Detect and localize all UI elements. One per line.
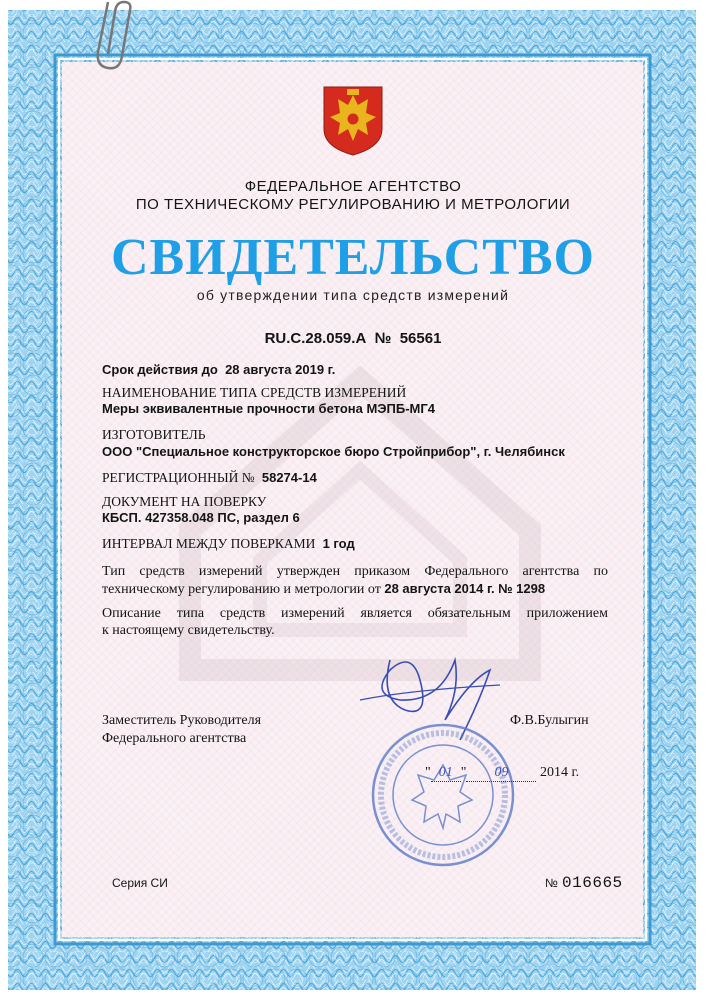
certificate-number-sign: № <box>374 330 392 347</box>
instrument-type-value: Меры эквивалентные прочности бетона МЭПБ-МГ4 <box>102 401 435 416</box>
description-text-line2: к настоящему свидетельству. <box>102 623 275 638</box>
certificate-number <box>0 330 706 347</box>
date-day: 01 <box>431 765 461 782</box>
paper-clip-icon <box>90 0 140 80</box>
approval-order-date: 28 августа 2014 г. <box>384 581 495 596</box>
approval-order-sign: № <box>498 581 513 596</box>
approval-text-line2 <box>102 581 608 598</box>
validity-value: 28 августа 2019 г. <box>225 362 336 377</box>
validity-label: Срок действия до <box>102 362 218 377</box>
approval-order-number: 1298 <box>516 581 546 596</box>
footer-series: Серия СИ <box>112 876 168 890</box>
date-year: 2014 г. <box>539 765 580 780</box>
document-title: СВИДЕТЕЛЬСТВО <box>110 229 596 286</box>
signatory-name: Ф.В.Булыгин <box>510 713 589 728</box>
verification-doc-value: КБСП. 427358.048 ПС, раздел 6 <box>102 510 300 525</box>
footer-blank-number <box>545 874 623 892</box>
interval-label: ИНТЕРВАЛ МЕЖДУ ПОВЕРКАМИ <box>102 536 316 551</box>
footer-number-sign: № <box>545 876 558 890</box>
date-month: 09 <box>466 765 536 782</box>
manufacturer-value: ООО "Специальное конструкторское бюро Стройприбор", г. Челябинск <box>102 444 565 459</box>
certificate-series-code: RU.C.28.059.A <box>264 330 367 347</box>
registration-row <box>102 470 317 486</box>
registration-value: 58274-14 <box>261 470 317 485</box>
footer-number-value: 016665 <box>562 874 623 892</box>
manufacturer-label: ИЗГОТОВИТЕЛЬ <box>102 427 206 442</box>
signatory-position-line2: Федерального агентства <box>102 731 247 746</box>
document-subtitle: об утверждении типа средств измерений <box>196 287 510 303</box>
official-stamp-icon <box>368 720 518 870</box>
approval-text-line1: Тип средств измерений утвержден приказом Федерального агентства по <box>102 564 608 579</box>
interval-value: 1 год <box>322 536 355 551</box>
registration-label: РЕГИСТРАЦИОННЫЙ № <box>102 470 255 485</box>
russian-coat-of-arms-icon <box>322 85 384 157</box>
date-line <box>425 765 579 782</box>
agency-name-line1: ФЕДЕРАЛЬНОЕ АГЕНТСТВО <box>244 178 462 195</box>
description-text-line1: Описание типа средств измерений является обязательным приложением <box>102 606 608 621</box>
instrument-type-label: НАИМЕНОВАНИЕ ТИПА СРЕДСТВ ИЗМЕРЕНИЙ <box>102 385 407 400</box>
interval-row <box>102 536 355 552</box>
signatory-position-line1: Заместитель Руководителя <box>102 713 262 728</box>
date-open-quote: " <box>425 765 431 780</box>
date-close-quote: " <box>460 765 467 780</box>
validity-row <box>102 362 335 377</box>
verification-doc-label: ДОКУМЕНТ НА ПОВЕРКУ <box>102 494 267 509</box>
certificate-number-value: 56561 <box>399 330 442 347</box>
agency-name-line2: ПО ТЕХНИЧЕСКОМУ РЕГУЛИРОВАНИЮ И МЕТРОЛОГИИ <box>135 196 571 213</box>
approval-text-prefix: техническому регулированию и метрологии от <box>102 582 381 597</box>
